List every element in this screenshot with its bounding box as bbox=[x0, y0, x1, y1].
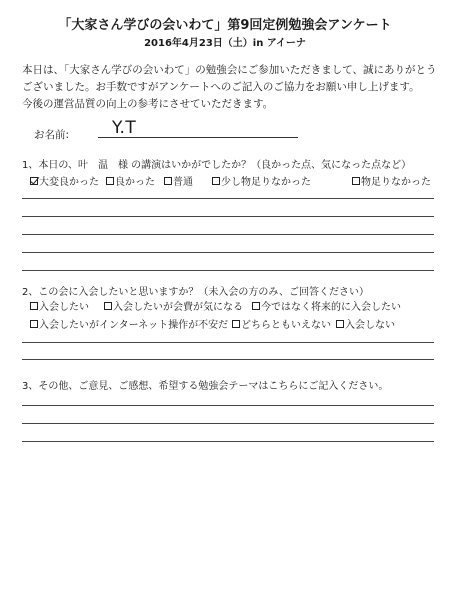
q1-option-label: 良かった bbox=[115, 177, 155, 188]
q2-answer-line-2[interactable] bbox=[22, 359, 434, 360]
checkbox-icon[interactable] bbox=[104, 302, 112, 310]
checkbox-icon[interactable] bbox=[252, 302, 260, 310]
checkbox-icon[interactable] bbox=[336, 320, 344, 328]
q1-option-label: 物足りなかった bbox=[361, 177, 431, 188]
q2-option-label: 入会しない bbox=[345, 320, 395, 331]
q2-option-join[interactable] bbox=[30, 298, 89, 313]
q2-option-label: どちらともいえない bbox=[241, 320, 331, 331]
q1-option-good[interactable] bbox=[106, 173, 155, 188]
checkbox-icon[interactable] bbox=[164, 177, 172, 185]
q1-option-average[interactable] bbox=[164, 173, 193, 188]
checkbox-icon[interactable] bbox=[232, 320, 240, 328]
q1-option-lacking[interactable] bbox=[352, 173, 431, 188]
survey-title: 「大家さん学びの会いわて」第9回定例勉強会アンケート bbox=[58, 18, 392, 33]
question-2: 2、この会に入会したいと思いますか？（未入会の方のみ、ご回答ください） bbox=[22, 287, 369, 298]
checkbox-icon[interactable] bbox=[106, 177, 114, 185]
q1-answer-line-2[interactable] bbox=[22, 216, 434, 217]
q2-option-label: 入会したい bbox=[39, 302, 89, 313]
q2-answer-line-1[interactable] bbox=[22, 342, 434, 343]
q2-option-not-join[interactable] bbox=[336, 316, 395, 331]
q1-option-label: 少し物足りなかった bbox=[221, 177, 311, 188]
name-underline bbox=[98, 137, 298, 138]
intro-line-3: 今後の運営品質の向上の参考にさせていただきます。 bbox=[22, 98, 274, 110]
name-value[interactable]: Y.T bbox=[112, 118, 137, 138]
question-1: 1、本日の、叶 温 様 の講演はいかがでしたか？（良かった点、気になった点など） bbox=[22, 160, 412, 171]
q2-option-label: 入会したいがインターネット操作が不安だ bbox=[39, 320, 229, 331]
q1-option-label: 普通 bbox=[173, 177, 193, 188]
q3-answer-line-3[interactable] bbox=[22, 441, 434, 442]
q1-option-label: 大変良かった bbox=[39, 177, 99, 188]
q3-answer-line-1[interactable] bbox=[22, 405, 434, 406]
survey-date: 2016年4月23日（土）in アイーナ bbox=[144, 38, 306, 49]
q1-answer-line-3[interactable] bbox=[22, 234, 434, 235]
q1-answer-line-5[interactable] bbox=[22, 270, 434, 271]
q2-option-join-internet-concern[interactable] bbox=[30, 316, 228, 331]
name-label: お名前: bbox=[34, 129, 70, 141]
checkbox-icon[interactable] bbox=[30, 302, 38, 310]
checkbox-icon[interactable] bbox=[212, 177, 220, 185]
question-3: 3、その他、ご意見、ご感想、希望する勉強会テーマはこちらにご記入ください。 bbox=[22, 381, 389, 392]
q2-option-label: 今ではなく将来的に入会したい bbox=[261, 302, 401, 313]
q2-option-undecided[interactable] bbox=[232, 316, 331, 331]
checkbox-checked-icon[interactable] bbox=[30, 177, 38, 185]
intro-line-2: ございました。お手数ですがアンケートへのご記入のご協力をお願い申し上げます。 bbox=[22, 81, 420, 93]
q1-option-somewhat-lacking[interactable] bbox=[212, 173, 311, 188]
q1-answer-line-1[interactable] bbox=[22, 198, 434, 199]
q2-option-label: 入会したいが会費が気になる bbox=[113, 302, 243, 313]
intro-line-1: 本日は、「大家さん学びの会いわて」の勉強会にご参加いただきまして、誠にありがとう bbox=[22, 64, 437, 76]
q3-answer-line-2[interactable] bbox=[22, 423, 434, 424]
q1-answer-line-4[interactable] bbox=[22, 252, 434, 253]
q2-option-join-fee-concern[interactable] bbox=[104, 298, 243, 313]
checkbox-icon[interactable] bbox=[352, 177, 360, 185]
q1-option-very-good[interactable] bbox=[30, 173, 99, 188]
checkbox-icon[interactable] bbox=[30, 320, 38, 328]
q2-option-join-later[interactable] bbox=[252, 298, 401, 313]
